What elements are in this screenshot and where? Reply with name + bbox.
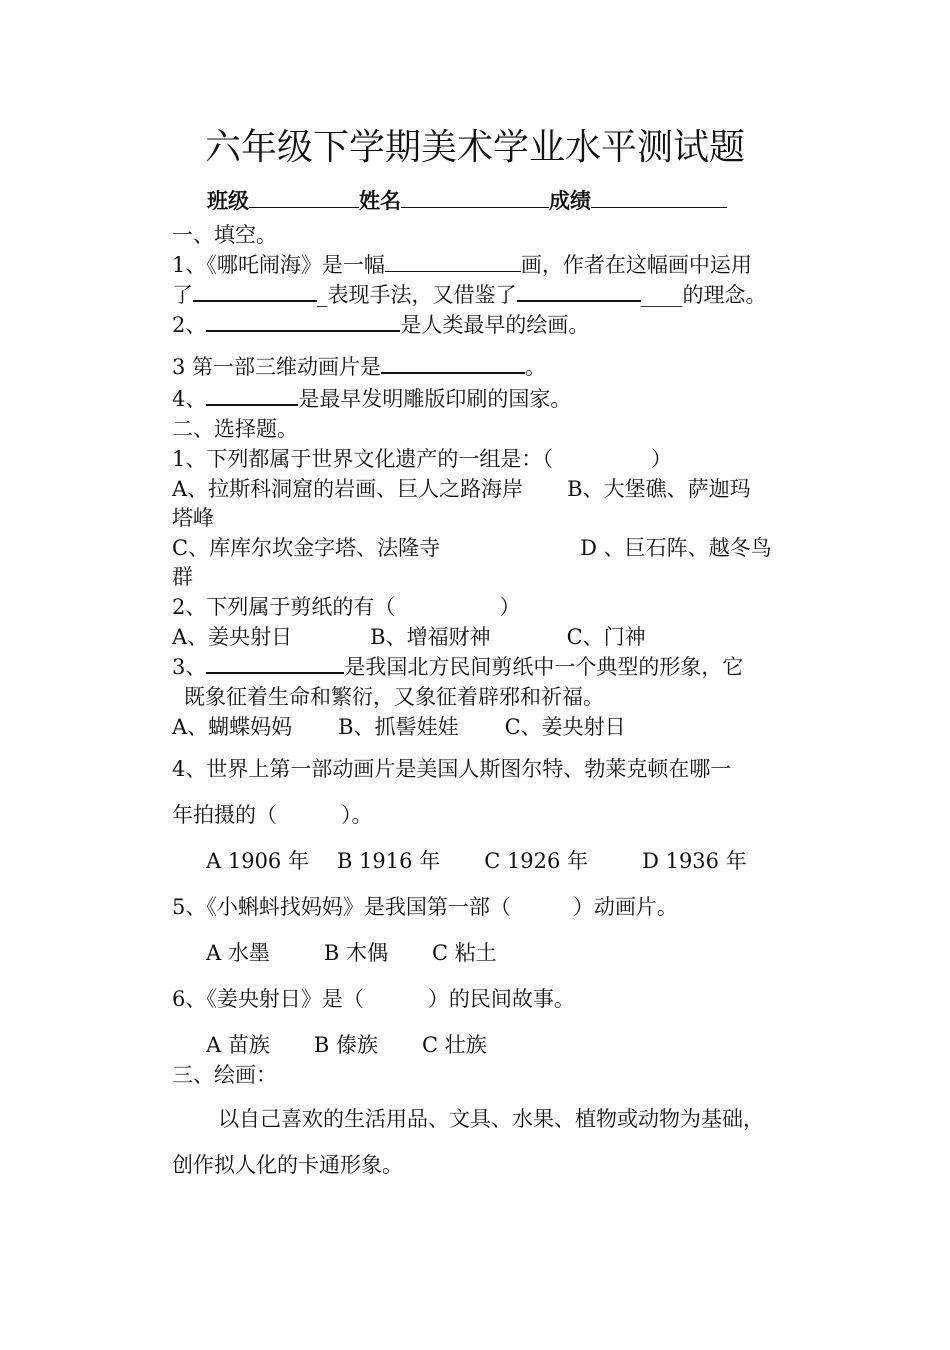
choice-q5-option-a: A 水墨 bbox=[206, 941, 270, 965]
section-fill-heading: 一、填空。 bbox=[172, 223, 277, 247]
drawing-instruction-line-1: 以自己喜欢的生活用品、文具、水果、植物或动物为基础， bbox=[218, 1107, 764, 1131]
choice-q3-option-a: A、蝴蝶妈妈 bbox=[172, 715, 293, 739]
section-drawing-heading: 三、绘画： bbox=[172, 1063, 277, 1087]
fill-q1-text-d: _表现手法，又借鉴了 bbox=[317, 283, 517, 307]
section-choice-heading: 二、选择题。 bbox=[172, 417, 298, 441]
fill-q2-blank[interactable] bbox=[206, 310, 400, 332]
choice-q1-option-b-wrap: 塔峰 bbox=[172, 506, 214, 530]
fill-q3-text-b: 。 bbox=[525, 355, 547, 379]
fill-q2-text-a: 2、 bbox=[172, 313, 207, 337]
choice-q5-close: ）动画片。 bbox=[572, 895, 678, 919]
choice-q1-options-row-1 bbox=[172, 474, 751, 504]
choice-question-3-line-2: 既象征着生命和繁衍，又象征着辟邪和祈福。 bbox=[184, 685, 604, 709]
choice-q4-options bbox=[206, 846, 747, 876]
choice-q3-text-b: 是我国北方民间剪纸中一个典型的形象，它 bbox=[344, 655, 744, 679]
choice-q6-option-a: A 苗族 bbox=[206, 1033, 270, 1057]
choice-q1-option-a: A、拉斯科洞窟的岩画、巨人之路海岸 bbox=[172, 477, 524, 501]
student-info-line bbox=[207, 186, 727, 216]
fill-q4-text-b: 是最早发明雕版印刷的国家。 bbox=[298, 387, 572, 411]
choice-question-5 bbox=[172, 892, 678, 922]
class-label: 班级 bbox=[207, 189, 249, 213]
choice-q3-text-a: 3、 bbox=[172, 655, 207, 679]
choice-q4-option-a: A 1906 年 bbox=[206, 849, 309, 873]
choice-question-1 bbox=[172, 444, 672, 474]
choice-q1-option-c: C、库库尔坎金字塔、法隆寺 bbox=[172, 536, 441, 560]
score-blank[interactable] bbox=[591, 187, 727, 208]
choice-question-4-line-2 bbox=[172, 800, 373, 830]
choice-q4-option-b: B 1916 年 bbox=[336, 849, 441, 873]
fill-q1-blank-1[interactable] bbox=[385, 251, 521, 272]
fill-q4-text-a: 4、 bbox=[172, 387, 207, 411]
choice-question-6 bbox=[172, 984, 575, 1014]
choice-q1-text: 1、下列都属于世界文化遗产的一组是：（ bbox=[172, 447, 553, 471]
choice-q3-options bbox=[172, 712, 626, 742]
choice-q3-blank[interactable] bbox=[206, 652, 344, 674]
choice-q1-option-d-wrap: 群 bbox=[172, 565, 193, 589]
choice-q2-option-c: C、门神 bbox=[566, 625, 646, 649]
page-title: 六年级下学期美术学业水平测试题 bbox=[204, 127, 745, 168]
fill-q1-text-e: ____的理念。 bbox=[640, 283, 767, 307]
choice-q2-option-b: B、增福财神 bbox=[370, 625, 491, 649]
choice-q1-option-d: D 、巨石阵、越冬鸟 bbox=[580, 536, 772, 560]
name-blank[interactable] bbox=[401, 187, 549, 208]
drawing-instruction-line-2: 创作拟人化的卡通形象。 bbox=[172, 1153, 403, 1177]
fill-q3-text-a: 3 第一部三维动画片是 bbox=[172, 355, 382, 379]
choice-q2-option-a: A、姜央射日 bbox=[172, 625, 293, 649]
choice-q1-options-row-2 bbox=[172, 533, 772, 563]
choice-q3-option-c: C、姜央射日 bbox=[504, 715, 626, 739]
fill-q2-text-b: 是人类最早的绘画。 bbox=[400, 313, 590, 337]
choice-q4-close: ）。 bbox=[341, 803, 373, 827]
choice-q4-option-d: D 1936 年 bbox=[642, 849, 747, 873]
fill-q1-text-a: 1、《哪吒闹海》是一幅 bbox=[172, 253, 385, 277]
choice-q6-text: 6、《姜央射日》是（ bbox=[172, 987, 364, 1011]
choice-q6-option-b: B 傣族 bbox=[313, 1033, 378, 1057]
choice-q2-close: ） bbox=[499, 595, 521, 619]
choice-q5-options bbox=[206, 938, 497, 968]
choice-q1-close: ） bbox=[650, 447, 672, 471]
fill-q1-blank-2[interactable] bbox=[193, 280, 317, 302]
fill-question-1-line-2 bbox=[172, 280, 767, 310]
choice-q2-options bbox=[172, 622, 646, 652]
fill-q4-blank[interactable] bbox=[206, 384, 298, 406]
choice-q5-option-c: C 粘土 bbox=[431, 941, 497, 965]
choice-q6-close: ）的民间故事。 bbox=[427, 987, 575, 1011]
choice-q1-option-b: B、大堡礁、萨迦玛 bbox=[567, 477, 751, 501]
score-label: 成绩 bbox=[549, 189, 591, 213]
choice-q6-option-c: C 壮族 bbox=[421, 1033, 487, 1057]
fill-question-1-line-1 bbox=[172, 250, 752, 280]
class-blank[interactable] bbox=[249, 187, 359, 208]
fill-q3-blank[interactable] bbox=[381, 352, 525, 374]
fill-q1-text-b: 画，作者在这幅画中运用 bbox=[520, 253, 752, 277]
fill-question-3 bbox=[172, 352, 546, 382]
fill-q1-blank-3[interactable] bbox=[517, 280, 641, 302]
choice-q5-text: 5、《小蝌蚪找妈妈》是我国第一部（ bbox=[172, 895, 511, 919]
choice-question-2 bbox=[172, 592, 520, 622]
fill-question-4 bbox=[172, 384, 571, 414]
choice-question-3-line-1 bbox=[172, 652, 743, 682]
name-label: 姓名 bbox=[359, 189, 401, 213]
choice-q3-option-b: B、抓髻娃娃 bbox=[338, 715, 459, 739]
choice-question-4-line-1: 4、世界上第一部动画片是美国人斯图尔特、勃莱克顿在哪一 bbox=[172, 757, 732, 781]
choice-q2-text: 2、下列属于剪纸的有（ bbox=[172, 595, 396, 619]
choice-q5-option-b: B 木偶 bbox=[323, 941, 388, 965]
fill-question-2 bbox=[172, 310, 589, 340]
choice-q4-text-b: 年拍摄的（ bbox=[172, 803, 277, 827]
choice-q4-option-c: C 1926 年 bbox=[484, 849, 589, 873]
fill-q1-text-c: 了 bbox=[172, 283, 193, 307]
choice-q6-options bbox=[206, 1030, 487, 1060]
